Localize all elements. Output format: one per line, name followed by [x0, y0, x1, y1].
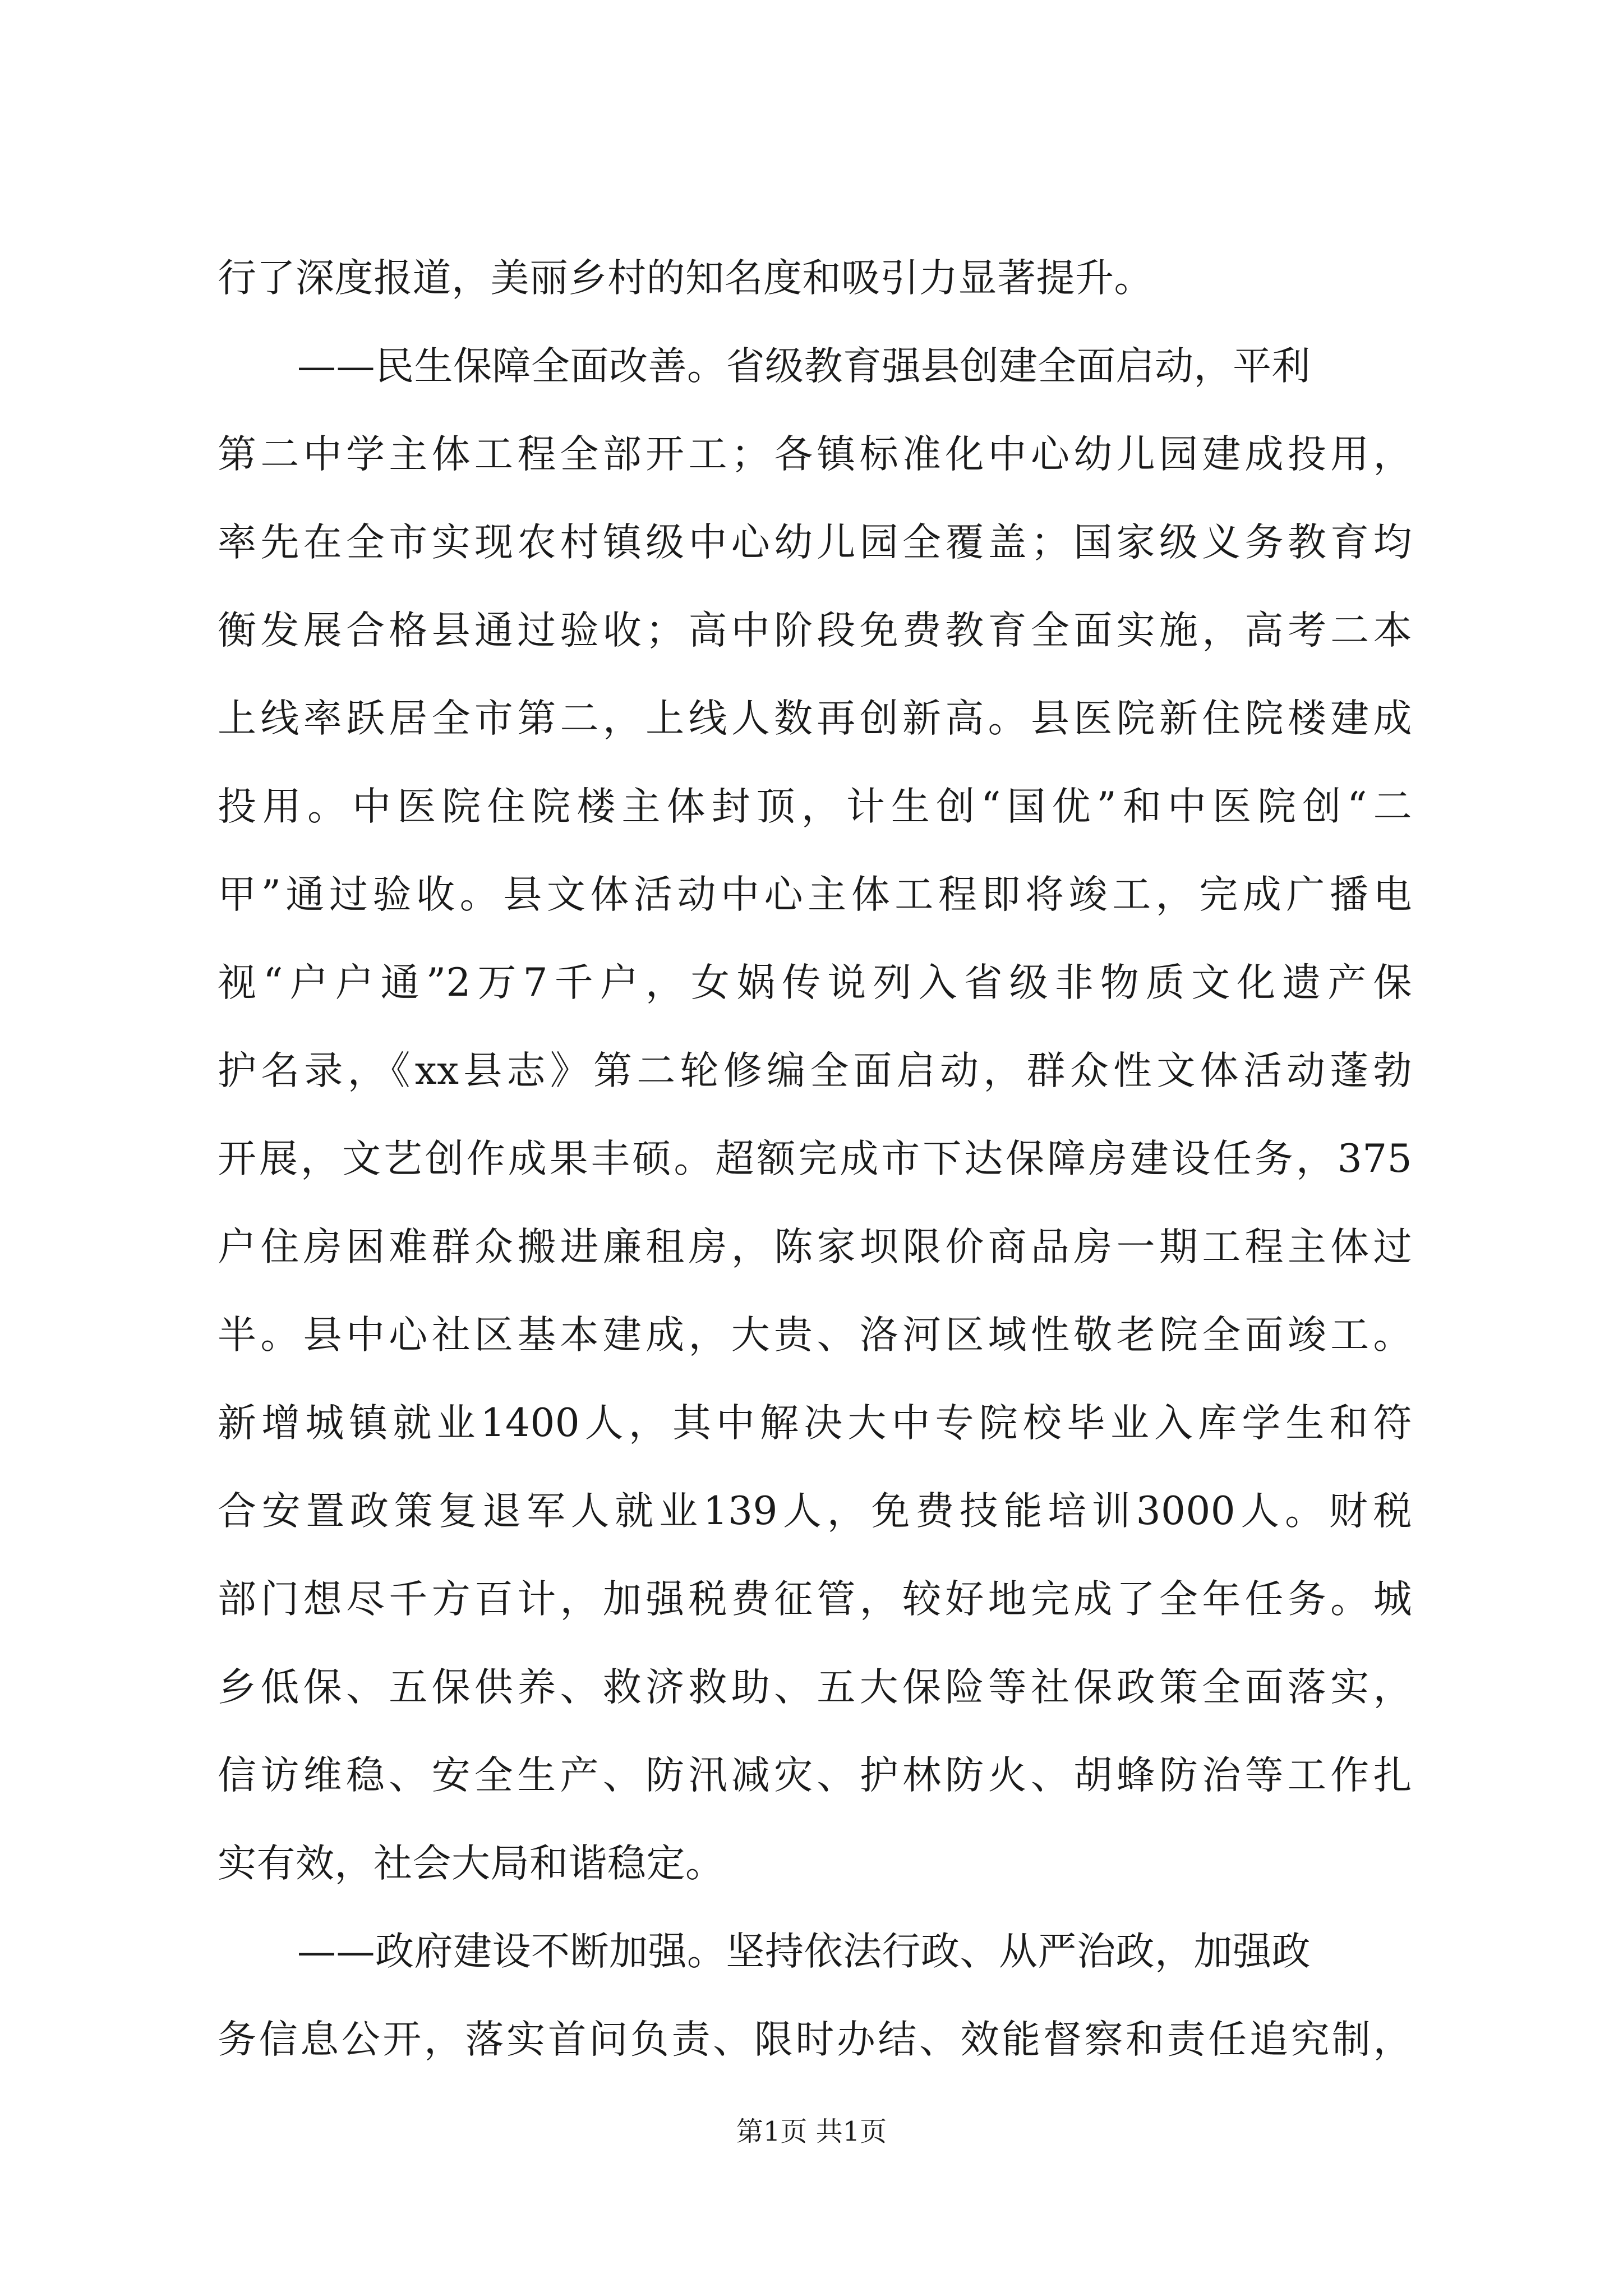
text-line: 衡发展合格县通过验收；高中阶段免费教育全面实施，高考二本: [218, 608, 1412, 653]
text-line: 新增城镇就业1400人，其中解决大中专院校毕业入库学生和符: [218, 1401, 1412, 1446]
text-line: 乡低保、五保供养、救济救助、五大保险等社保政策全面落实，: [218, 1665, 1412, 1710]
text-line: 信访维稳、安全生产、防汛减灾、护林防火、胡蜂防治等工作扎: [218, 1753, 1412, 1798]
text-line: 甲”通过验收。县文体活动中心主体工程即将竣工，完成广播电: [218, 872, 1412, 917]
text-line: 务信息公开，落实首问负责、限时办结、效能督察和责任追究制，: [218, 2017, 1412, 2062]
text-line: 半。县中心社区基本建成，大贵、洛河区域性敬老院全面竣工。: [218, 1313, 1412, 1358]
text-line: 开展，文艺创作成果丰硕。超额完成市下达保障房建设任务，375: [218, 1137, 1412, 1181]
text-line: 合安置政策复退军人就业139人，免费技能培训3000人。财税: [218, 1489, 1412, 1534]
text-line: 上线率跃居全市第二，上线人数再创新高。县医院新住院楼建成: [218, 696, 1412, 741]
text-line: ——政府建设不断加强。坚持依法行政、从严治政，加强政: [297, 1929, 1311, 1974]
text-line: 户住房困难群众搬进廉租房，陈家坝限价商品房一期工程主体过: [218, 1225, 1412, 1269]
text-line: 实有效，社会大局和谐稳定。: [218, 1841, 725, 1886]
text-line: 率先在全市实现农村镇级中心幼儿园全覆盖；国家级义务教育均: [218, 520, 1412, 565]
text-line: 投用。中医院住院楼主体封顶，计生创“国优”和中医院创“二: [218, 784, 1412, 829]
text-line: 第二中学主体工程全部开工；各镇标准化中心幼儿园建成投用，: [218, 432, 1412, 477]
text-line: 视“户户通”2万7千户，女娲传说列入省级非物质文化遗产保: [218, 960, 1412, 1005]
text-line: 部门想尽千方百计，加强税费征管，较好地完成了全年任务。城: [218, 1577, 1412, 1622]
text-line: 行了深度报道，美丽乡村的知名度和吸引力显著提升。: [218, 256, 1153, 301]
text-line: ——民生保障全面改善。省级教育强县创建全面启动，平利: [297, 344, 1311, 389]
text-line: 护名录，《xx县志》第二轮修编全面启动，群众性文体活动蓬勃: [218, 1048, 1412, 1093]
page-footer: 第1页 共1页: [736, 2116, 887, 2147]
body-text: [218, 234, 1412, 2084]
